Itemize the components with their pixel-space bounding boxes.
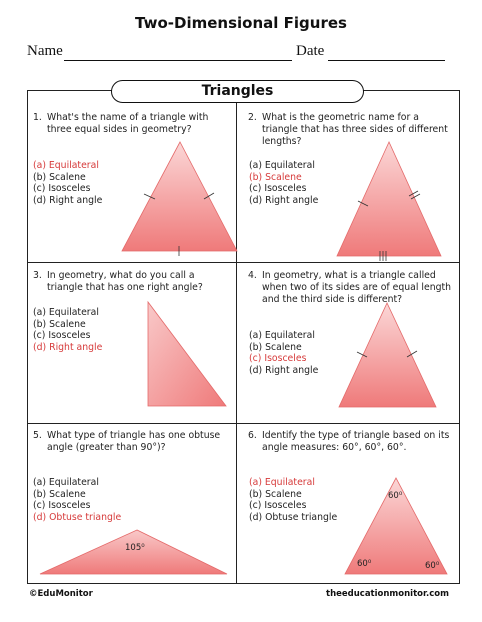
answer-options <box>249 477 337 523</box>
option: (d) Obtuse triangle <box>249 511 338 523</box>
question-5: 5. What type of triangle has one obtuse angle (greater than 90°)? <box>33 430 228 454</box>
option: (a) Equilateral <box>249 160 315 171</box>
option: (b) Scalene <box>33 171 86 183</box>
option: (c) Isosceles <box>249 500 307 511</box>
obtuse-angle-label: 105⁰ <box>125 543 145 553</box>
row-divider <box>27 262 460 263</box>
left-angle-label: 60⁰ <box>357 559 372 569</box>
answer-options <box>33 477 121 523</box>
option: (d) Right angle <box>33 341 103 353</box>
question-6: 6. Identify the type of triangle based on its angle measures: 60°, 60°, 60°. <box>248 430 453 454</box>
column-divider <box>236 103 237 584</box>
question-text: What type of triangle has one obtuse angle (greater than 90°)? <box>47 430 221 453</box>
option: (d) Right angle <box>33 194 103 206</box>
website-text: theeducationmonitor.com <box>326 589 449 599</box>
row-divider <box>27 423 460 424</box>
answer-options <box>33 160 102 206</box>
option: (c) Isosceles <box>33 183 91 194</box>
section-banner: Triangles <box>111 80 364 103</box>
right-angle-label: 60⁰ <box>425 561 440 571</box>
question-3: 3. In geometry, what do you call a triangle that has one right angle? <box>33 270 228 294</box>
date-label: Date <box>296 43 325 59</box>
option: (c) Isosceles <box>249 183 307 194</box>
question-4: 4. In geometry, what is a triangle called when two of its sides are of equal length and the third side is different? <box>248 270 452 305</box>
date-underline <box>328 60 445 61</box>
option: (b) Scalene <box>249 341 302 353</box>
name-label: Name <box>27 43 63 59</box>
top-angle-label: 60⁰ <box>388 491 403 501</box>
option: (a) Equilateral <box>249 477 315 488</box>
question-1: 1. What's the name of a triangle with three equal sides in geometry? <box>33 112 223 136</box>
option: (b) Scalene <box>33 488 86 500</box>
answer-options <box>33 307 102 353</box>
option: (c) Isosceles <box>249 353 307 364</box>
question-text: What is the geometric name for a triangle that has three sides of different lengths? <box>262 112 448 147</box>
question-text: In geometry, what is a triangle called when two of its sides are of equal length and the third side is different? <box>262 270 452 305</box>
question-2: 2. What is the geometric name for a triangle that has three sides of different lengths? <box>248 112 453 148</box>
answer-options <box>249 160 318 206</box>
copyright-text: ©EduMonitor <box>29 589 93 599</box>
option: (b) Scalene <box>249 171 302 183</box>
option: (b) Scalene <box>249 488 302 500</box>
option: (d) Right angle <box>249 364 319 376</box>
option: (a) Equilateral <box>33 477 99 488</box>
question-text: In geometry, what do you call a triangle that has one right angle? <box>47 270 203 293</box>
option: (a) Equilateral <box>33 160 99 171</box>
option: (b) Scalene <box>33 318 86 330</box>
option: (d) Right angle <box>249 194 319 206</box>
option: (c) Isosceles <box>33 330 91 341</box>
page-title: Two-Dimensional Figures <box>135 14 347 32</box>
option: (a) Equilateral <box>249 330 315 341</box>
option: (d) Obtuse triangle <box>33 511 122 523</box>
option: (c) Isosceles <box>33 500 91 511</box>
name-underline <box>64 60 292 61</box>
question-text: Identify the type of triangle based on its angle measures: 60°, 60°, 60°. <box>262 430 450 453</box>
answer-options <box>249 330 318 376</box>
question-text: What's the name of a triangle with three equal sides in geometry? <box>47 112 209 135</box>
option: (a) Equilateral <box>33 307 99 318</box>
